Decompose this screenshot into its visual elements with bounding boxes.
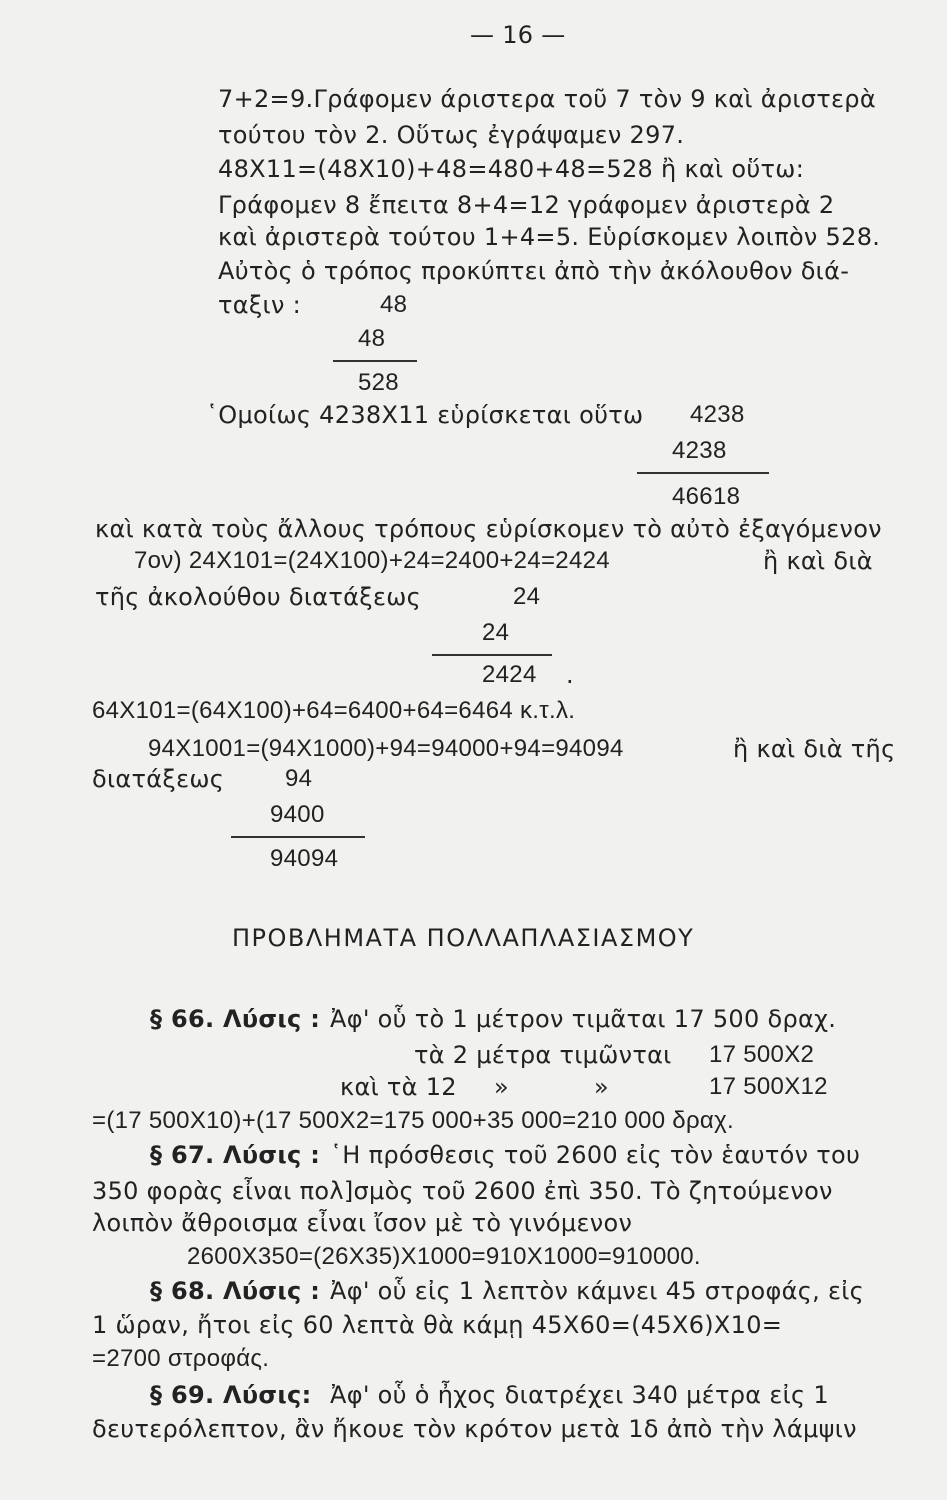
text-line: τὰ 2 μέτρα τιμῶνται <box>414 1041 672 1069</box>
layout-number: 94 <box>285 765 313 792</box>
text-line: Ἀφ' οὗ εἰς 1 λεπτὸν κάμνει 45 στροφάς, εἰς <box>330 1277 865 1305</box>
text-line: 94X1001=(94X1000)+94=94000+94=94094 <box>148 735 624 762</box>
layout-number: 24 <box>513 583 541 610</box>
text-line: καὶ κατὰ τοὺς ἄλλους τρόπους εὑρίσκομεν τὸ αὐτὸ ἐξαγόμενον <box>95 515 882 543</box>
layout-number: 528 <box>358 369 399 396</box>
text-line: δευτερόλεπτον, ἂν ἤκουε τὸν κρότον μετὰ 1δ ἀπὸ τὴν λάμψιν <box>92 1415 857 1443</box>
text-line: λοιπὸν ἄθροισμα εἶναι ἴσον μὲ τὸ γινόμενον <box>92 1209 633 1237</box>
text-line: ταξιν : <box>218 291 301 319</box>
text-line: Γράφομεν 8 ἔπειτα 8+4=12 γράφομεν ἀριστερὰ 2 <box>218 191 835 219</box>
sum-rule <box>432 654 552 656</box>
text-line: ῾Ομοίως 4238X11 εὑρίσκεται οὕτω <box>206 401 644 429</box>
text-line: 1 ὥραν, ἤτοι εἰς 60 λεπτὰ θὰ κάμῃ 45X60=(45X6)X10= <box>92 1311 783 1339</box>
text-line: διατάξεως <box>92 765 225 793</box>
text-line: =2700 στροφάς. <box>92 1345 270 1372</box>
layout-number: 2424 <box>482 661 537 688</box>
ditto-mark: » <box>494 1073 509 1101</box>
text-line: 2600X350=(26X35)X1000=910X1000=910000. <box>187 1243 701 1270</box>
layout-number: 4238 <box>672 437 727 464</box>
layout-number: 46618 <box>672 483 741 510</box>
text-line: =(17 500X10)+(17 500X2=175 000+35 000=210 000 δραχ. <box>92 1107 734 1134</box>
text-line: 48X11=(48X10)+48=480+48=528 ἢ καὶ οὕτω: <box>218 155 805 183</box>
text-line: 7+2=9.Γράφομεν άριστερα τοῦ 7 τὸν 9 καὶ ἀριστερὰ <box>218 85 876 113</box>
layout-dot: . <box>566 661 574 689</box>
text-line: Ἀφ' οὗ τὸ 1 μέτρον τιμᾶται 17 500 δραχ. <box>330 1005 837 1033</box>
text-line: 350 φορὰς εἶναι πολ]σμὸς τοῦ 2600 ἐπὶ 350. Τὸ ζητούμενον <box>92 1177 833 1205</box>
text-line: ἢ καὶ διὰ <box>763 547 873 575</box>
text-line: ῾Η πρόσθεσις τοῦ 2600 εἰς τὸν ἑαυτόν του <box>330 1141 861 1169</box>
text-line: τούτου τὸν 2. Οὕτως ἐγράψαμεν 297. <box>218 121 685 149</box>
text-line: τῆς ἀκολούθου διατάξεως <box>95 583 422 611</box>
layout-number: 48 <box>380 291 408 318</box>
problem-label: § 68. Λύσις : <box>150 1277 321 1305</box>
layout-number: 4238 <box>690 401 745 428</box>
text-line: 64X101=(64X100)+64=6400+64=6464 κ.τ.λ. <box>92 697 576 724</box>
text-line: 7ον) 24X101=(24X100)+24=2400+24=2424 <box>134 547 610 574</box>
layout-number: 24 <box>482 619 510 646</box>
text-line: Αὐτὸς ὁ τρόπος προκύπτει ἀπὸ τὴν ἀκόλουθον διά- <box>218 257 850 285</box>
sum-rule <box>637 472 769 474</box>
layout-number: 48 <box>358 325 386 352</box>
layout-number: 94094 <box>270 845 339 872</box>
text-line: καὶ τὰ 12 <box>340 1073 457 1101</box>
layout-number: 9400 <box>270 801 325 828</box>
page-number: — 16 — <box>470 21 566 49</box>
sum-rule <box>333 360 417 362</box>
text-line: καὶ ἀριστερὰ τούτου 1+4=5. Εὑρίσκομεν λοιπὸν 528. <box>218 223 881 251</box>
layout-number: 17 500X2 <box>709 1041 815 1068</box>
sum-rule <box>231 836 365 838</box>
problem-label: § 67. Λύσις : <box>150 1141 321 1169</box>
problem-label: § 66. Λύσις : <box>150 1005 321 1033</box>
problem-label: § 69. Λύσις: <box>150 1381 312 1409</box>
ditto-mark: » <box>594 1073 609 1101</box>
text-line: Ἀφ' οὗ ὁ ἦχος διατρέχει 340 μέτρα εἰς 1 <box>330 1381 829 1409</box>
text-line: ἢ καὶ διὰ τῆς <box>733 735 896 763</box>
layout-number: 17 500X12 <box>709 1073 828 1100</box>
section-heading: ΠΡΟΒΛΗΜΑΤΑ ΠΟΛΛΑΠΛΑΣΙΑΣΜΟΥ <box>232 924 695 952</box>
